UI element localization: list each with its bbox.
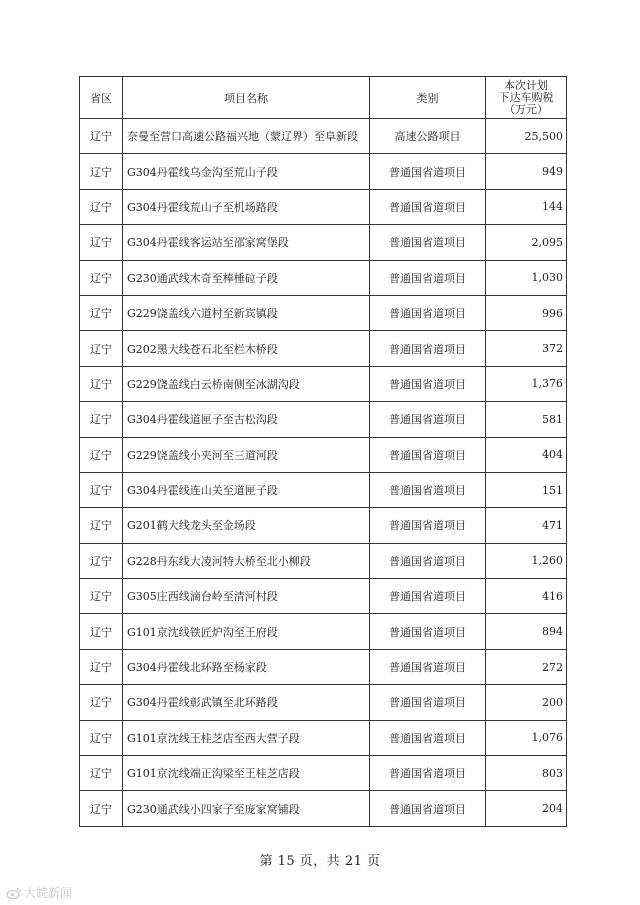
cell-project-name: G304丹霍线连山关至道匣子段 xyxy=(123,472,370,507)
cell-project-name: G304丹霍线荒山子至机场路段 xyxy=(123,189,370,224)
cell-province: 辽宁 xyxy=(80,685,123,720)
cell-amount: 25,500 xyxy=(486,119,567,154)
cell-project-name: G304丹霍线北环路至杨家段 xyxy=(123,649,370,684)
cell-amount: 996 xyxy=(486,295,567,330)
cell-amount: 204 xyxy=(486,791,567,826)
cell-province: 辽宁 xyxy=(80,756,123,791)
cell-category: 普通国省道项目 xyxy=(370,543,486,578)
cell-amount: 372 xyxy=(486,331,567,366)
cell-category: 普通国省道项目 xyxy=(370,579,486,614)
cell-project-name: G305庄西线滴台岭至清河村段 xyxy=(123,579,370,614)
cell-category: 普通国省道项目 xyxy=(370,756,486,791)
cell-province: 辽宁 xyxy=(80,402,123,437)
cell-project-name: G101京沈线铁匠炉沟至王府段 xyxy=(123,614,370,649)
cell-province: 辽宁 xyxy=(80,649,123,684)
cell-province: 辽宁 xyxy=(80,366,123,401)
cell-project-name: G304丹霍线客运站至邵家窝堡段 xyxy=(123,225,370,260)
table-row xyxy=(80,685,567,720)
cell-project-name: G101京沈线端正沟梁至王桂芝店段 xyxy=(123,756,370,791)
cell-project-name: 奈曼至营口高速公路福兴地（蒙辽界）至阜新段 xyxy=(123,119,370,154)
table-row xyxy=(80,437,567,472)
cell-category: 普通国省道项目 xyxy=(370,437,486,472)
table-row xyxy=(80,154,567,189)
cell-amount: 2,095 xyxy=(486,225,567,260)
cell-project-name: G202黑大线苍石北至栏木桥段 xyxy=(123,331,370,366)
cell-province: 辽宁 xyxy=(80,437,123,472)
cell-province: 辽宁 xyxy=(80,720,123,755)
cell-category: 普通国省道项目 xyxy=(370,260,486,295)
tax-allocation-table xyxy=(79,76,567,827)
watermark xyxy=(6,884,72,901)
cell-category: 普通国省道项目 xyxy=(370,508,486,543)
cell-category: 普通国省道项目 xyxy=(370,189,486,224)
cell-category: 普通国省道项目 xyxy=(370,225,486,260)
cell-project-name: G304丹霍线乌金沟至荒山子段 xyxy=(123,154,370,189)
header-amount-line3: （万元） xyxy=(504,102,548,116)
cell-project-name: G228丹东线大凌河特大桥至北小柳段 xyxy=(123,543,370,578)
table-row xyxy=(80,508,567,543)
cell-amount: 272 xyxy=(486,649,567,684)
cell-project-name: G304丹霍线道匣子至古松沟段 xyxy=(123,402,370,437)
cell-category: 普通国省道项目 xyxy=(370,402,486,437)
header-category: 类别 xyxy=(370,77,486,119)
cell-amount: 200 xyxy=(486,685,567,720)
cell-category: 普通国省道项目 xyxy=(370,154,486,189)
header-amount-line2: 下达车购税 xyxy=(498,90,554,104)
cell-province: 辽宁 xyxy=(80,189,123,224)
cell-amount: 471 xyxy=(486,508,567,543)
cell-project-name: G229饶盖线白云桥南侧至冰湖沟段 xyxy=(123,366,370,401)
cell-category: 普通国省道项目 xyxy=(370,472,486,507)
table-body xyxy=(80,119,567,827)
cell-amount: 1,076 xyxy=(486,720,567,755)
table-row xyxy=(80,756,567,791)
cell-province: 辽宁 xyxy=(80,154,123,189)
cell-category: 高速公路项目 xyxy=(370,119,486,154)
table-header-row xyxy=(80,77,567,119)
cell-category: 普通国省道项目 xyxy=(370,649,486,684)
cell-category: 普通国省道项目 xyxy=(370,366,486,401)
cell-province: 辽宁 xyxy=(80,579,123,614)
cell-amount: 1,260 xyxy=(486,543,567,578)
cell-project-name: G229饶盖线小夹河至三道河段 xyxy=(123,437,370,472)
watermark-text: 大皖新闻 xyxy=(24,886,73,900)
table-row xyxy=(80,260,567,295)
cell-project-name: G230通武线小四家子至庞家窝铺段 xyxy=(123,791,370,826)
cell-amount: 894 xyxy=(486,614,567,649)
cell-amount: 416 xyxy=(486,579,567,614)
cell-amount: 581 xyxy=(486,402,567,437)
table-row xyxy=(80,720,567,755)
table-row xyxy=(80,295,567,330)
cell-amount: 803 xyxy=(486,756,567,791)
cell-project-name: G101京沈线王桂芝店至西大营子段 xyxy=(123,720,370,755)
table-row xyxy=(80,119,567,154)
table-row xyxy=(80,543,567,578)
table-row xyxy=(80,402,567,437)
cell-project-name: G229饶盖线六道村至新宾镇段 xyxy=(123,295,370,330)
header-amount-line1: 本次计划 xyxy=(504,78,548,92)
header-project-name: 项目名称 xyxy=(123,77,370,119)
cell-category: 普通国省道项目 xyxy=(370,720,486,755)
cell-category: 普通国省道项目 xyxy=(370,614,486,649)
cell-province: 辽宁 xyxy=(80,543,123,578)
table-row xyxy=(80,189,567,224)
cell-project-name: G201鹤大线龙头至金场段 xyxy=(123,508,370,543)
cell-province: 辽宁 xyxy=(80,791,123,826)
table-row xyxy=(80,579,567,614)
cell-category: 普通国省道项目 xyxy=(370,685,486,720)
cell-amount: 949 xyxy=(486,154,567,189)
cell-province: 辽宁 xyxy=(80,225,123,260)
cell-province: 辽宁 xyxy=(80,331,123,366)
table-row xyxy=(80,225,567,260)
cell-province: 辽宁 xyxy=(80,508,123,543)
cell-amount: 404 xyxy=(486,437,567,472)
cell-amount: 1,376 xyxy=(486,366,567,401)
cell-province: 辽宁 xyxy=(80,472,123,507)
table-row xyxy=(80,614,567,649)
cell-category: 普通国省道项目 xyxy=(370,295,486,330)
cell-province: 辽宁 xyxy=(80,614,123,649)
weibo-logo-icon xyxy=(6,887,22,899)
table-row xyxy=(80,649,567,684)
cell-project-name: G304丹霍线彰武镇至北环路段 xyxy=(123,685,370,720)
page-number: 第 15 页，共 21 页 xyxy=(259,854,381,869)
table-row xyxy=(80,331,567,366)
header-amount xyxy=(486,77,567,119)
cell-province: 辽宁 xyxy=(80,260,123,295)
cell-province: 辽宁 xyxy=(80,119,123,154)
cell-amount: 144 xyxy=(486,189,567,224)
cell-project-name: G230通武线木奇至棒棰砬子段 xyxy=(123,260,370,295)
cell-province: 辽宁 xyxy=(80,295,123,330)
table-row xyxy=(80,472,567,507)
table-row xyxy=(80,791,567,826)
table-row xyxy=(80,366,567,401)
cell-category: 普通国省道项目 xyxy=(370,331,486,366)
cell-amount: 1,030 xyxy=(486,260,567,295)
header-province: 省区 xyxy=(80,77,123,119)
cell-category: 普通国省道项目 xyxy=(370,791,486,826)
cell-amount: 151 xyxy=(486,472,567,507)
